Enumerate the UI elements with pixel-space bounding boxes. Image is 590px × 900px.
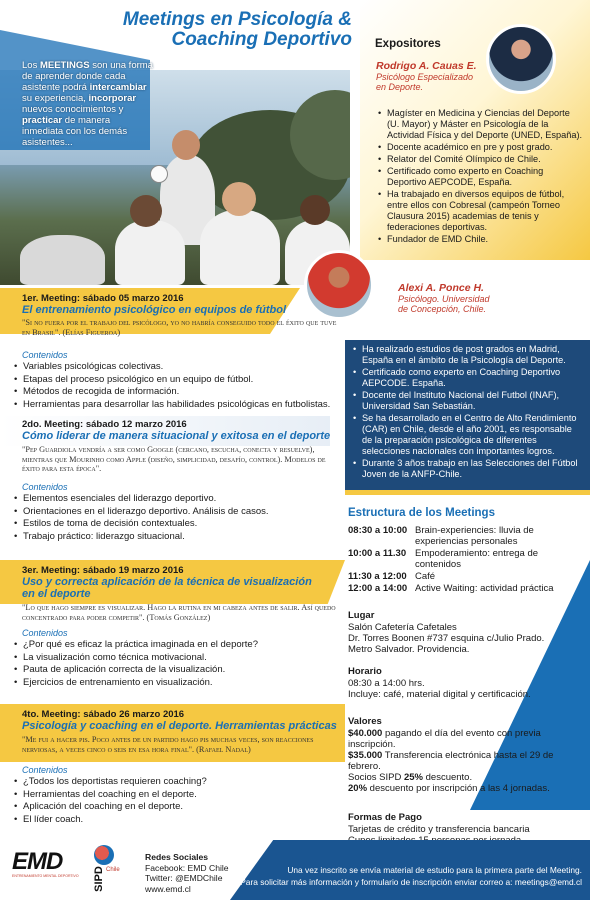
list-item: • Herramientas para desarrollar las habilidades psicológicas en futbolistas. [14, 399, 344, 411]
speaker2-role-1: Psicólogo. Universidad [398, 294, 490, 304]
list-item: • Etapas del proceso psicológico en un equipo de fútbol. [14, 374, 344, 386]
meeting-3-title-2: en el deporte [22, 588, 91, 600]
speaker1-header [376, 60, 486, 92]
sipd-logo: SIPD Chile [92, 845, 118, 893]
list-item: • Herramientas del coaching en el deporte. [14, 789, 344, 801]
estructura-heading: Estructura de los Meetings [348, 507, 495, 519]
emd-logo: EMD ENTRENAMIENTO MENTAL DEPORTIVO [12, 848, 79, 878]
meeting-2-date: 2do. Meeting: sábado 12 marzo 2016 [22, 419, 187, 430]
valor-line: $40.000 pagando el día del evento con previa inscripción. [348, 728, 541, 750]
list-item: • Aplicación del coaching en el deporte. [14, 801, 344, 813]
expositores-heading: Expositores [375, 38, 441, 50]
meeting-3-date: 3er. Meeting: sábado 19 marzo 2016 [22, 565, 184, 576]
page-title [52, 10, 352, 50]
list-item: • Magíster en Medicina y Ciencias del Deporte (U. Mayor) y Máster en Psicología de la Actividad Física y del Deporte (UNED, España). [378, 108, 584, 141]
horario-line: 08:30 a 14:00 hrs. [348, 678, 425, 689]
list-item: • ¿Por qué es eficaz la práctica imaginada en el deporte? [14, 639, 344, 651]
list-item: • Trabajo práctico: liderazgo situacional. [14, 531, 344, 543]
list-item: • Docente del Instituto Nacional del Futbol (INAF), Universidad San Sebastián. [353, 390, 582, 412]
speaker2-bullets [345, 340, 590, 480]
valor-line: 20% descuento por inscripción a las 4 jornadas. [348, 783, 550, 794]
lugar-heading: Lugar [348, 610, 375, 621]
meeting-2-title: Cómo liderar de manera situacional y exitosa en el deporte [22, 430, 331, 442]
speaker2-header [398, 282, 548, 314]
footer-notes [230, 864, 582, 888]
speaker1-photo [486, 24, 556, 94]
speaker2-role-2: de Concepción, Chile. [398, 304, 487, 314]
meeting-1-date: 1er. Meeting: sábado 05 marzo 2016 [22, 293, 184, 304]
title-line-1: Meetings en Psicología & [122, 9, 352, 30]
speaker1-name: Rodrigo A. Cauas E. [376, 60, 477, 72]
valores-heading: Valores [348, 716, 382, 727]
list-item: • Variables psicológicas colectivas. [14, 361, 344, 373]
meeting-3-quote: "Lo que hago siempre es visualizar. Hago la rutina en mi cabeza antes de salir. Así quedo concentrado para poder competir". (Tomás González) [22, 603, 336, 622]
horario-block [348, 666, 568, 700]
lugar-line: Dr. Torres Boonen #737 esquina c/Julio Prado. [348, 633, 545, 644]
meeting-3 [0, 560, 345, 622]
footer-note: Una vez inscrito se envía material de estudio para la primera parte del Meeting. [287, 865, 582, 875]
list-item: • Fundador de EMD Chile. [378, 234, 584, 245]
meeting-3-contenidos [14, 628, 344, 689]
speaker2-name: Alexi A. Ponce H. [398, 282, 484, 294]
list-item: • Durante 3 años trabajo en las Selecciones del Fútbol Joven de la ANFP-Chile. [353, 458, 582, 480]
list-item: • Se ha desarrollado en el Centro de Alto Rendimiento (CAR) en Chile, desde el año 2001, es responsable de la preparación psicológica de diferentes selecciones nacionales con importantes logros. [353, 413, 582, 457]
title-line-2: Coaching Deportivo [171, 29, 352, 50]
lugar-block [348, 610, 578, 655]
lugar-line: Metro Salvador. Providencia. [348, 644, 470, 655]
schedule-row: 12:00 a 14:00 Active Waiting: actividad práctica [348, 583, 554, 594]
pago-line: Tarjetas de crédito y transferencia bancaria [348, 824, 530, 835]
lugar-line: Salón Cafetería Cafetales [348, 622, 457, 633]
speaker1-role-2: en Deporte. [376, 82, 424, 92]
meeting-2-quote: "Pep Guardiola vendría a ser como Google (cercano, escucha, conecta y resuelve), mientras que Mourinho como Apple (diseño, simplicidad, desafío, control). Modelos de éxito para esta época". [22, 445, 326, 473]
footer-note: Para solicitar más información y formulario de inscripción enviar correo a: meetings@emd.cl [240, 877, 582, 887]
meeting-1-quote: "Si no fuera por el trabajo del psicólogo, yo no habría conseguido todo el éxito que tuve en Brasil". (Elías Figueroa) [22, 318, 337, 337]
meeting-4-title: Psicología y coaching en el deporte. Herramientas prácticas [22, 720, 337, 732]
valores-block [348, 716, 558, 794]
horario-heading: Horario [348, 666, 382, 677]
list-item: • Pauta de aplicación correcta de la visualización. [14, 664, 344, 676]
list-item: • Elementos esenciales del liderazgo deportivo. [14, 493, 344, 505]
meeting-4 [0, 704, 345, 754]
list-item: • Ha realizado estudios de post grados en Madrid, España en el ámbito de la Psicología del Deporte. [353, 344, 582, 366]
valor-line: $35.000 Transferencia electrónica hasta el 29 de febrero. [348, 750, 554, 772]
horario-line: Incluye: café, material digital y certificación. [348, 689, 531, 700]
meeting-2-contenidos [14, 482, 344, 543]
intro-text: Los MEETINGS son una forma de aprender donde cada asistente podrá intercambiar su experiencia, incorporar nuevos conocimientos y practicar de manera inmediata con los demás asistentes... [22, 60, 153, 148]
meeting-1-title: El entrenamiento psicológico en equipos de fútbol [22, 304, 287, 316]
speaker1-role-1: Psicólogo Especializado [376, 72, 474, 82]
speaker1-bullets [378, 108, 584, 246]
website-link[interactable]: www.emd.cl [145, 883, 191, 894]
meeting-1-contenidos [14, 350, 344, 411]
meeting-4-contenidos [14, 765, 344, 826]
list-item: • Docente académico en pre y post grado. [378, 142, 584, 153]
valor-line: Socios SIPD 25% descuento. [348, 772, 473, 783]
list-item: • La visualización como técnica motivacional. [14, 652, 344, 664]
twitter-link[interactable]: Twitter: @EMDChile [145, 873, 223, 883]
list-item: • Ejercicios de entrenamiento en visualización. [14, 677, 344, 689]
schedule-row: 08:30 a 10:00 Brain-experiencies: lluvia de experiencias personales [348, 525, 534, 547]
list-item: • Ha trabajado en diversos equipos de fútbol, entre ellos con Cobresal (campeón Torneo Clausura 2015) academias de tenis y federaciones deportivas. [378, 189, 584, 233]
meeting-4-quote: "Me fui a hacer pis. Poco antes de un partido hago pis muchas veces, son reacciones nerviosas, a veces cinco o seis en esa hora final". (Rafael Nadal) [22, 735, 314, 754]
list-item: • Certificado como experto en Coaching Deportivo AEPCODE, España. [378, 166, 584, 188]
social-heading: Redes Sociales [145, 852, 209, 862]
social-block [145, 852, 229, 894]
list-item: • Certificado como experto en Coaching Deportivo AEPCODE. España. [353, 367, 582, 389]
list-item: • Métodos de recogida de información. [14, 386, 344, 398]
facebook-link[interactable]: Facebook: EMD Chile [145, 862, 229, 873]
list-item: • El líder coach. [14, 814, 344, 826]
meeting-2 [0, 416, 345, 474]
list-item: • ¿Todos los deportistas requieren coaching? [14, 776, 344, 788]
schedule-row: 11:30 a 12:00 Café [348, 571, 436, 582]
schedule [348, 525, 578, 595]
divider [345, 490, 590, 495]
meeting-4-date: 4to. Meeting: sábado 26 marzo 2016 [22, 709, 185, 720]
schedule-row: 10:00 a 11.30 Empoderamiento: entrega de contenidos [348, 548, 539, 570]
speaker2-box [345, 340, 590, 490]
meeting-3-title-1: Uso y correcta aplicación de la técnica de visualización [22, 576, 312, 588]
contenidos-label: Contenidos [22, 482, 68, 492]
contenidos-label: Contenidos [22, 628, 68, 638]
list-item: • Orientaciones en el liderazgo deportivo. Análisis de casos. [14, 506, 344, 518]
contenidos-label: Contenidos [22, 350, 68, 360]
list-item: • Estilos de toma de decisión contextuales. [14, 518, 344, 530]
pago-heading: Formas de Pago [348, 812, 422, 823]
contenidos-label: Contenidos [22, 765, 68, 775]
list-item: • Relator del Comité Olímpico de Chile. [378, 154, 584, 165]
